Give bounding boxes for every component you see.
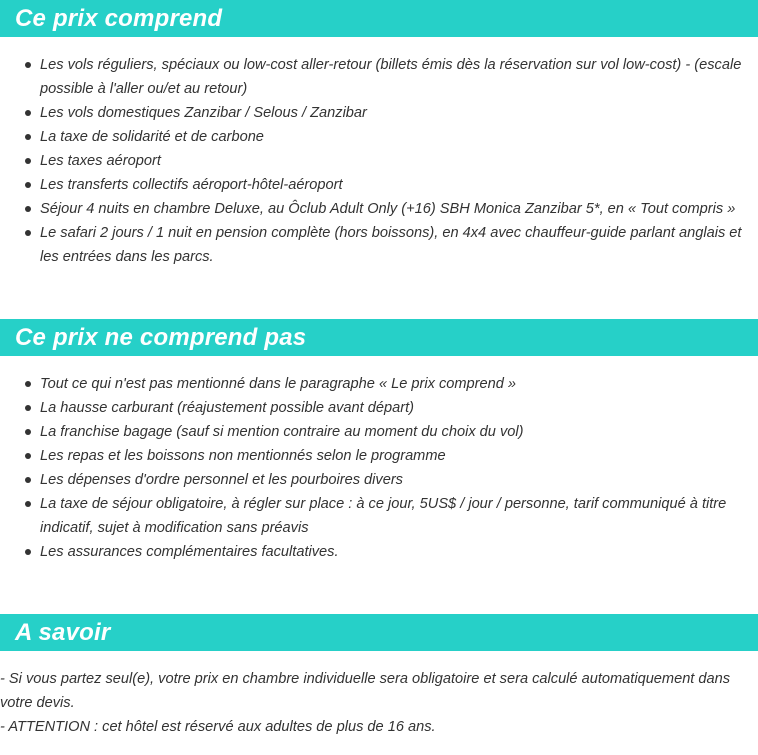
included-list bbox=[0, 53, 758, 269]
bullet-icon bbox=[25, 381, 31, 387]
excluded-item: La hausse carburant (réajustement possible avant départ) bbox=[0, 396, 758, 420]
good-to-know-notes bbox=[0, 667, 758, 739]
section-price-includes bbox=[0, 0, 758, 269]
note-text: - Si vous partez seul(e), votre prix en chambre individuelle sera obligatoire et sera calculé automatiquement dans votre devis. bbox=[0, 671, 731, 711]
included-item: Les vols réguliers, spéciaux ou low-cost aller-retour (billets émis dès la réservation sur vol low-cost) - (escale possible à l'aller ou/et au retour) bbox=[0, 53, 758, 101]
section-price-excludes bbox=[0, 319, 758, 564]
bullet-icon bbox=[25, 453, 31, 459]
included-item: Les taxes aéroport bbox=[0, 149, 758, 173]
bullet-icon bbox=[25, 549, 31, 555]
bullet-icon bbox=[25, 405, 31, 411]
excluded-list bbox=[0, 372, 758, 564]
excluded-item: Les repas et les boissons non mentionnés selon le programme bbox=[0, 444, 758, 468]
bullet-icon bbox=[25, 182, 31, 188]
section-title-good-to-know: A savoir bbox=[15, 618, 111, 646]
excluded-item: La franchise bagage (sauf si mention contraire au moment du choix du vol) bbox=[0, 420, 758, 444]
bullet-icon bbox=[25, 158, 31, 164]
bullet-icon bbox=[25, 134, 31, 140]
included-item: Le safari 2 jours / 1 nuit en pension complète (hors boissons), en 4x4 avec chauffeur-guide parlant anglais et les entrées dans les parcs. bbox=[0, 221, 758, 269]
section-title-excludes: Ce prix ne comprend pas bbox=[15, 323, 307, 351]
bullet-icon bbox=[25, 429, 31, 435]
bullet-icon bbox=[25, 206, 31, 212]
section-header-excludes bbox=[0, 319, 758, 356]
excluded-item: Les dépenses d'ordre personnel et les pourboires divers bbox=[0, 468, 758, 492]
section-header-good-to-know bbox=[0, 614, 758, 651]
bullet-icon bbox=[25, 230, 31, 236]
included-item: Séjour 4 nuits en chambre Deluxe, au Ôclub Adult Only (+16) SBH Monica Zanzibar 5*, en « Tout compris » bbox=[0, 197, 758, 221]
bullet-icon bbox=[25, 110, 31, 116]
excluded-item: Les assurances complémentaires facultatives. bbox=[0, 540, 758, 564]
note-text: - ATTENTION : cet hôtel est réservé aux adultes de plus de 16 ans. bbox=[0, 719, 436, 735]
section-title-includes: Ce prix comprend bbox=[15, 4, 223, 32]
bullet-icon bbox=[25, 62, 31, 68]
section-header-includes bbox=[0, 0, 758, 37]
included-item: Les transferts collectifs aéroport-hôtel-aéroport bbox=[0, 173, 758, 197]
included-item: La taxe de solidarité et de carbone bbox=[0, 125, 758, 149]
bullet-icon bbox=[25, 501, 31, 507]
excluded-item: Tout ce qui n'est pas mentionné dans le paragraphe « Le prix comprend » bbox=[0, 372, 758, 396]
bullet-icon bbox=[25, 477, 31, 483]
excluded-item: La taxe de séjour obligatoire, à régler sur place : à ce jour, 5US$ / jour / personne, tarif communiqué à titre indicatif, sujet à modification sans préavis bbox=[0, 492, 758, 540]
included-item: Les vols domestiques Zanzibar / Selous / Zanzibar bbox=[0, 101, 758, 125]
section-good-to-know bbox=[0, 614, 758, 739]
